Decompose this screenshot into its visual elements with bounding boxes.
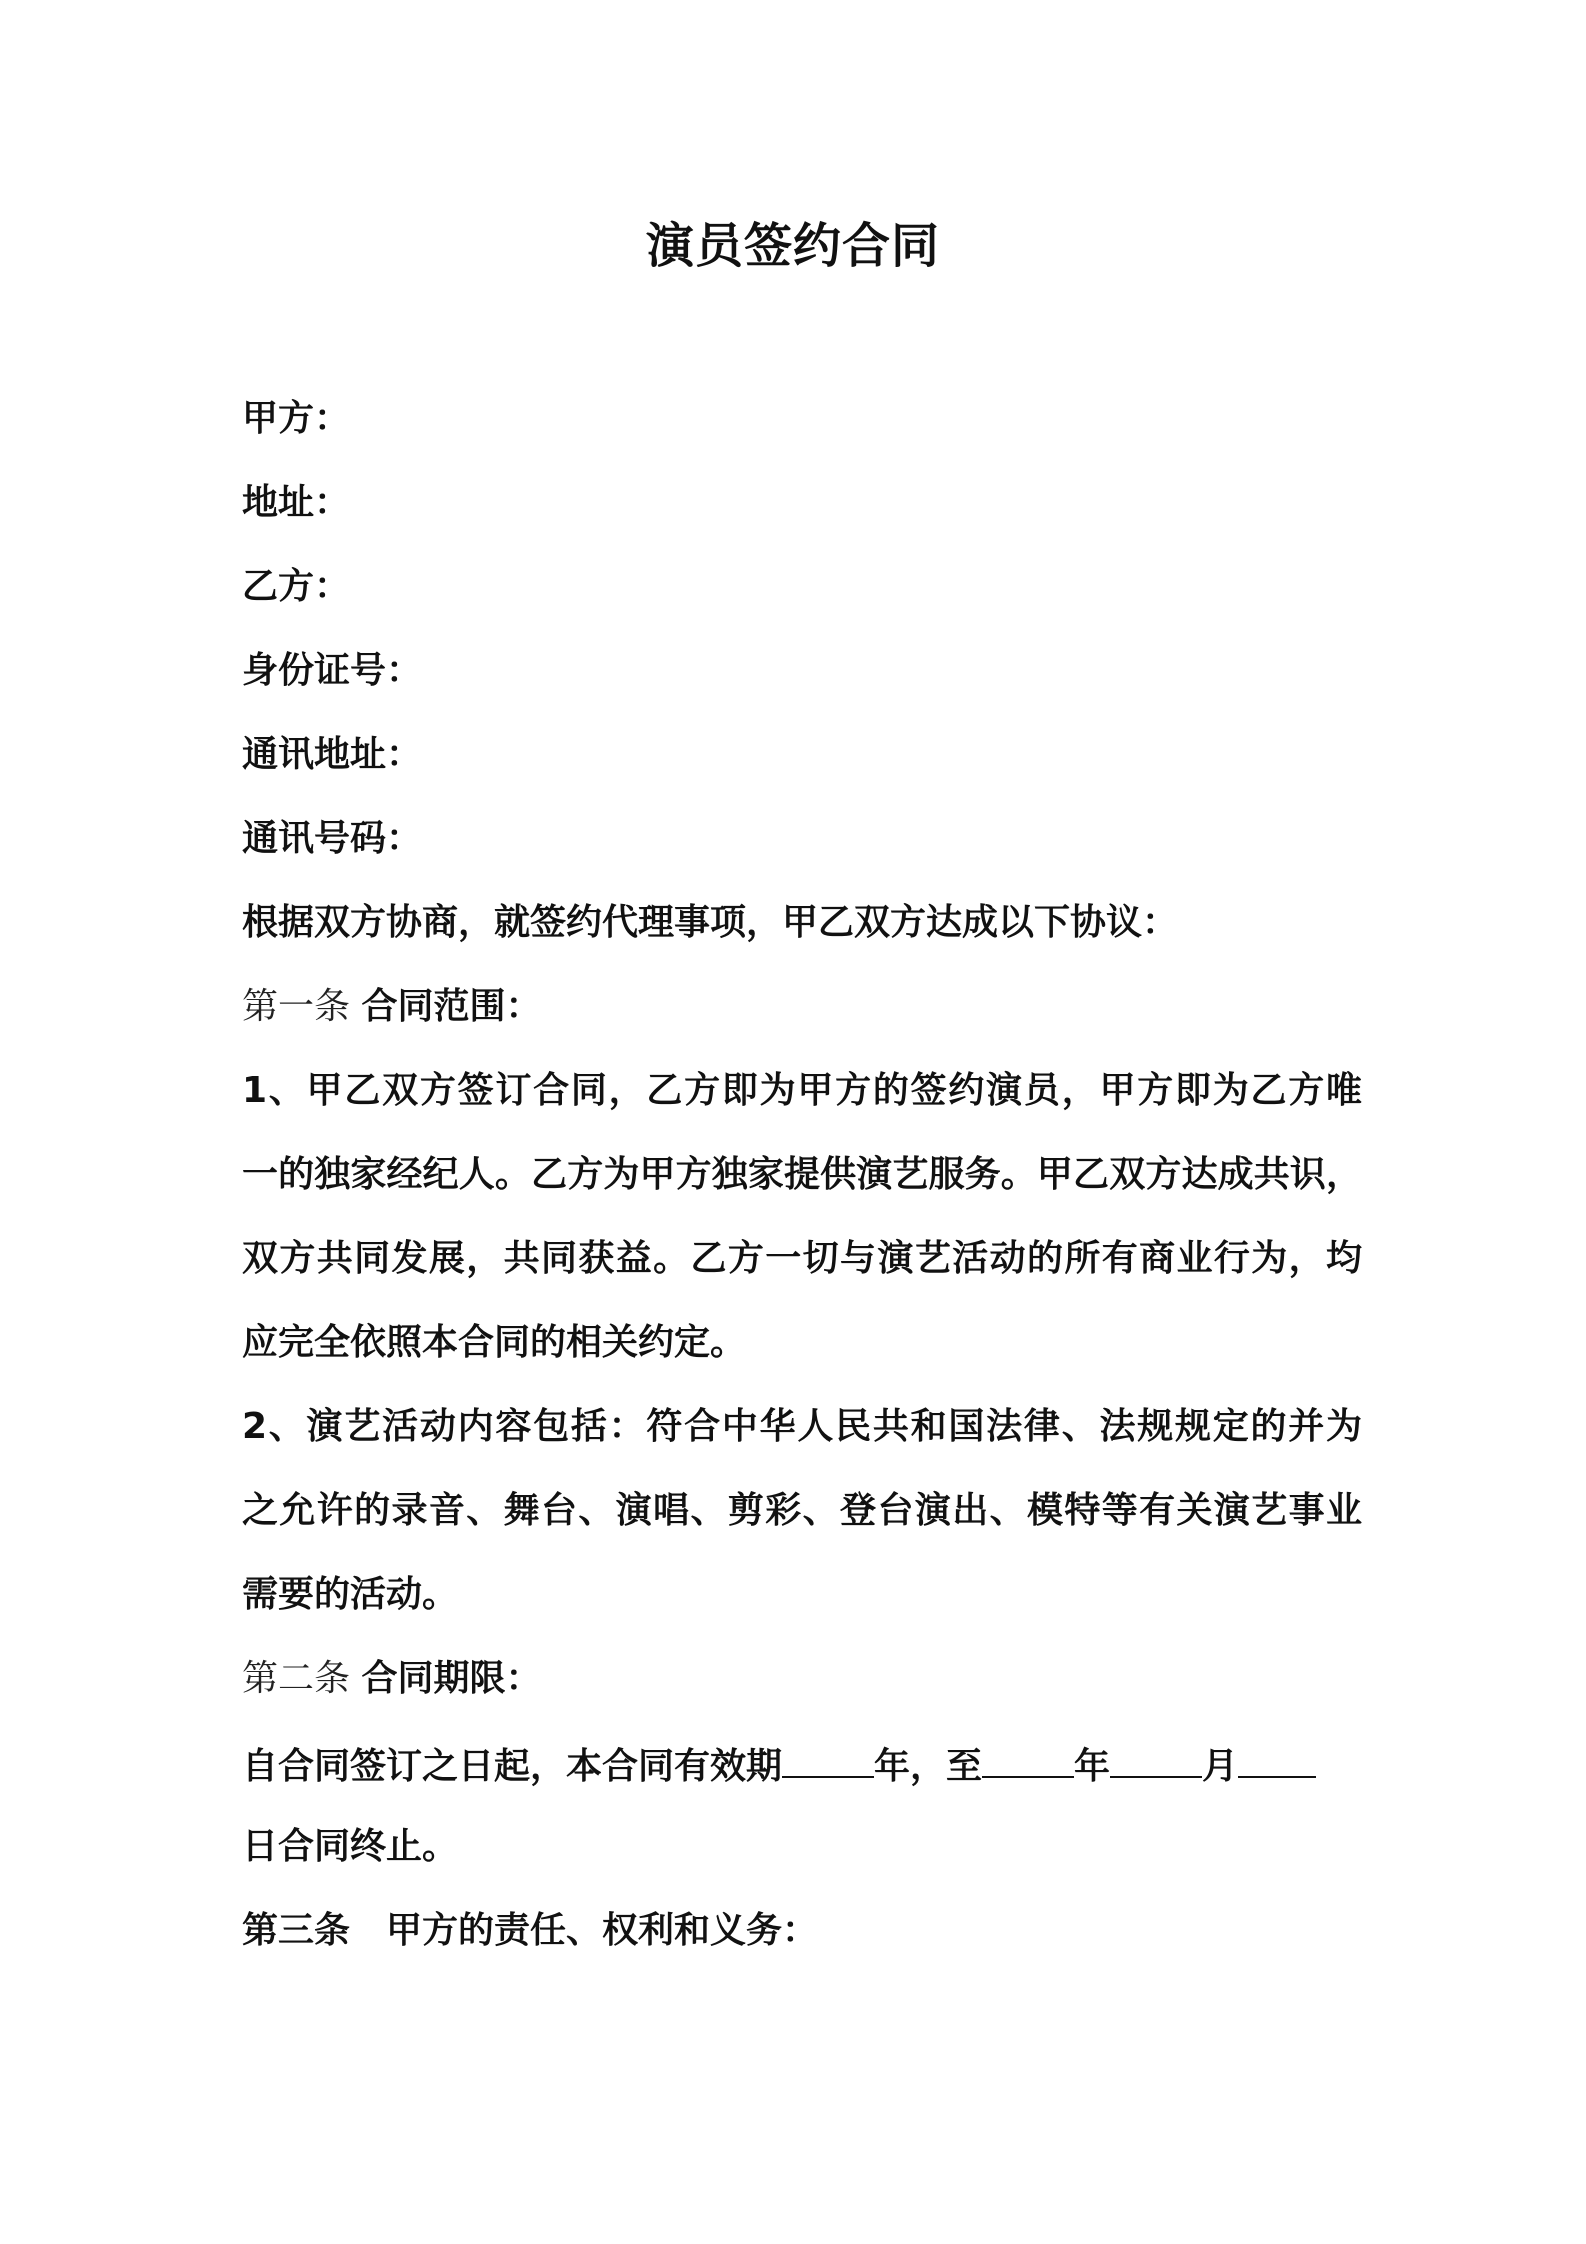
- intro-text: 根据双方协商，就签约代理事项，甲乙双方达成以下协议：: [242, 902, 1179, 943]
- article-1-p2-line-3: 需要的活动。: [242, 1574, 459, 1615]
- end-year-blank[interactable]: [982, 1738, 1074, 1778]
- article-2-number: 第二条: [242, 1658, 351, 1699]
- field-address: 地址：: [242, 482, 351, 523]
- term-year-label: 年: [1074, 1746, 1111, 1787]
- document-title: 演员签约合同: [645, 218, 940, 274]
- field-phone: 通讯号码：: [242, 818, 423, 859]
- article-1-p2-line-2: 之允许的录音、舞台、演唱、剪彩、登台演出、模特等有关演艺事业: [242, 1490, 1362, 1531]
- term-years-blank[interactable]: [782, 1738, 874, 1778]
- term-year-to: 年，至: [874, 1746, 983, 1787]
- article-3-heading: 第三条 甲方的责任、权利和义务：: [242, 1910, 819, 1951]
- article-1-number: 第一条: [242, 986, 351, 1027]
- article-1-p1-line-4: 应完全依照本合同的相关约定。: [242, 1322, 747, 1363]
- article-1-heading: [242, 982, 1362, 1032]
- article-2-name: 合同期限：: [361, 1658, 542, 1699]
- field-mail-address: 通讯地址：: [242, 734, 423, 775]
- article-2-end-line: 日合同终止。: [242, 1826, 459, 1867]
- article-1-p1-line-2: 一的独家经纪人。乙方为甲方独家提供演艺服务。甲乙双方达成共识，: [242, 1154, 1362, 1195]
- article-1-p1-line-1: 1、甲乙双方签订合同，乙方即为甲方的签约演员，甲方即为乙方唯: [242, 1070, 1362, 1111]
- article-1-p2-line-1: 2、演艺活动内容包括：符合中华人民共和国法律、法规规定的并为: [242, 1406, 1362, 1447]
- article-2-term-line: [242, 1738, 1362, 1792]
- term-month-label: 月: [1202, 1746, 1239, 1787]
- end-day-blank[interactable]: [1238, 1738, 1316, 1778]
- field-party-a: 甲方：: [242, 398, 351, 439]
- end-month-blank[interactable]: [1110, 1738, 1202, 1778]
- article-1-p1-line-3: 双方共同发展，共同获益。乙方一切与演艺活动的所有商业行为，均: [242, 1238, 1362, 1279]
- article-2-heading: [242, 1654, 1362, 1704]
- term-prefix: 自合同签订之日起，本合同有效期: [242, 1746, 783, 1787]
- field-id-number: 身份证号：: [242, 650, 423, 691]
- article-1-name: 合同范围：: [361, 986, 542, 1027]
- field-party-b: 乙方：: [242, 566, 351, 607]
